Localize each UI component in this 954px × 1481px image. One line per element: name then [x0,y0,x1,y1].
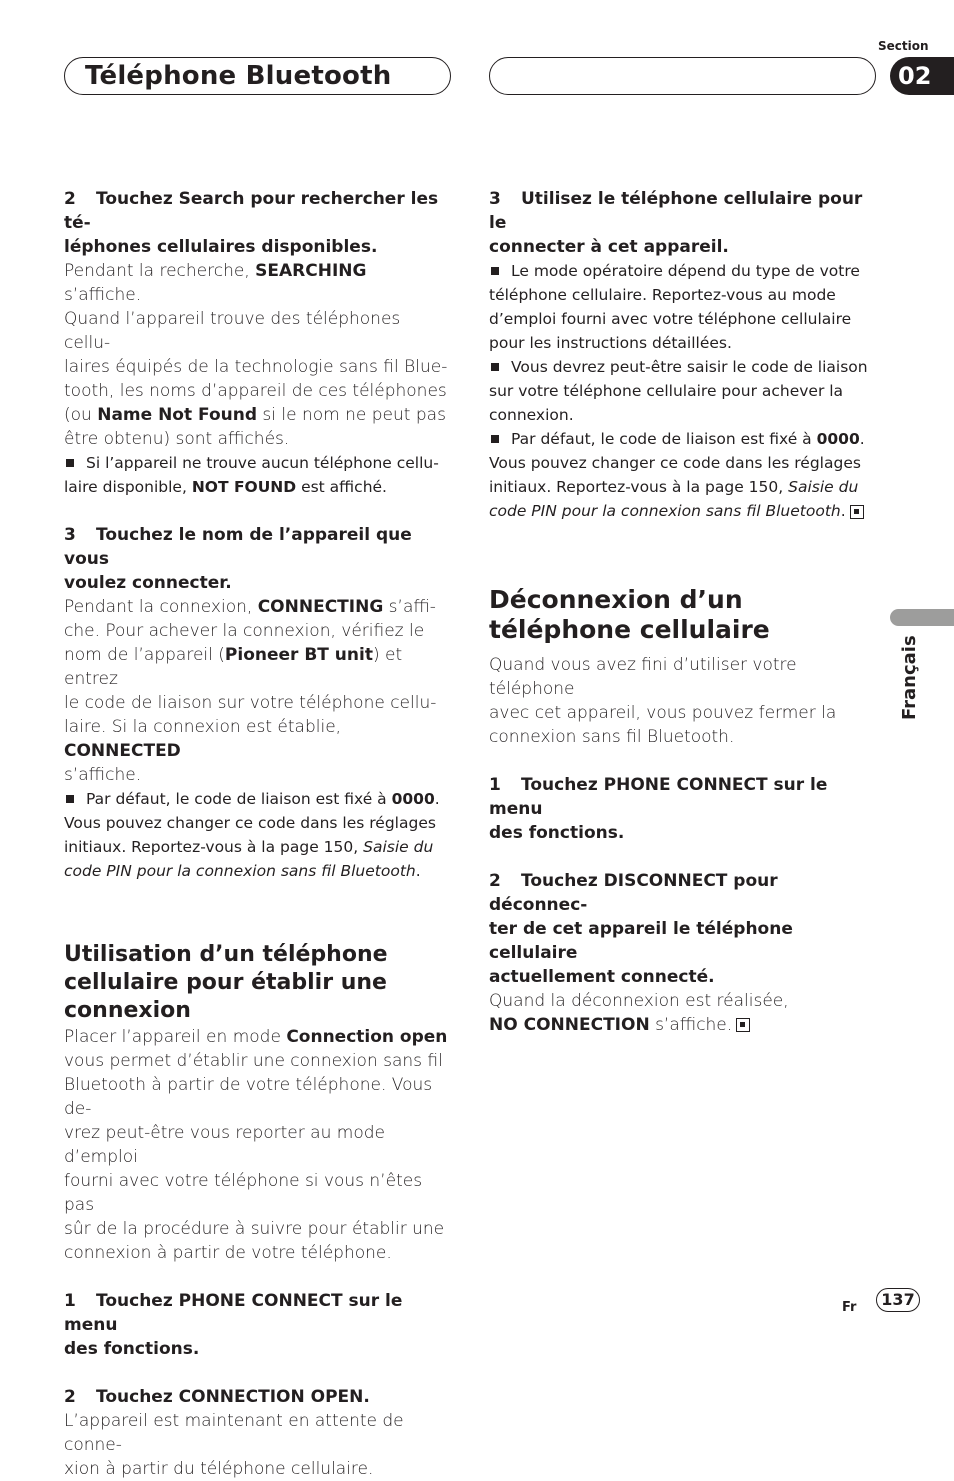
step-heading: 3 Utilisez le téléphone cellulaire pour le connecter à cet appareil. [489,189,863,257]
bullet-square-icon [66,459,74,467]
note: Par défaut, le code de liaison est fixé à 0000. Vous pouvez changer ce code dans les réglages initiaux. Reportez-vous à la page 150, Saisie du code PIN pour la connexion sans fil Bluetooth. [64,790,440,880]
page-title: Téléphone Bluetooth [85,61,392,91]
paragraph: Pendant la connexion, CONNECTING s’affi- che. Pour achever la connexion, vérifiez le nom de l’appareil (Pioneer BT unit) et entrez le code de liaison sur votre téléphone cellu- laire. Si la connexion est établie, CONNECTED s’affiche. [64,597,437,785]
section-heading: Utilisation d’un téléphone cellulaire pour établir une connexion [64,942,388,1023]
step-heading: 2 Touchez CONNECTION OPEN. [64,1387,370,1407]
page-number: 137 [876,1288,920,1312]
step-heading: 1 Touchez PHONE CONNECT sur le menu des fonctions. [489,775,828,843]
bullet-square-icon [491,435,499,443]
header-title-box [64,57,451,95]
paragraph: Quand vous avez fini d’utiliser votre téléphone avec cet appareil, vous pouvez fermer la connexion sans fil Bluetooth. [489,655,837,747]
paragraph: Pendant la recherche, SEARCHING s’affiche. Quand l’appareil trouve des téléphones cellu- laires équipés de la technologie sans fil Blue- tooth, les noms d’appareil de ces téléphones (ou Name Not Found si le nom ne peut pas être obtenu) sont affichés. [64,261,448,449]
step-heading: 3 Touchez le nom de l’appareil que vous voulez connecter. [64,525,412,593]
left-column [64,187,448,1481]
note: Si l’appareil ne trouve aucun téléphone cellu- laire disponible, NOT FOUND est affiché. [64,454,439,496]
note: Par défaut, le code de liaison est fixé à 0000. Vous pouvez changer ce code dans les réglages initiaux. Reportez-vous à la page 150, Saisie du code PIN pour la connexion sans fil Bluetooth. [489,430,865,520]
section-heading: Déconnexion d’un téléphone cellulaire [489,585,770,644]
header-empty-box [489,57,876,95]
step-heading: 1 Touchez PHONE CONNECT sur le menu des fonctions. [64,1291,403,1359]
section-number-badge: 02 [890,57,954,95]
paragraph: Quand la déconnexion est réalisée, NO CONNECTION s’affiche. [489,991,789,1035]
language-tab-marker [890,609,954,626]
paragraph: Placer l’appareil en mode Connection open vous permet d’établir une connexion sans fil Bluetooth à partir de votre téléphone. Vous de- vrez peut-être vous reporter au mode d’emploi fourni avec votre téléphone si vous n’êtes pas sûr de la procédure à suivre pour établir une connexion à partir de votre téléphone. [64,1027,448,1263]
section-label: Section [878,39,929,53]
step-heading: 2 Touchez Search pour rechercher les té- léphones cellulaires disponibles. [64,189,439,257]
end-of-section-icon [850,505,864,519]
step-heading: 2 Touchez DISCONNECT pour déconnec- ter de cet appareil le téléphone cellulaire actuellement connecté. [489,871,793,987]
bullet-square-icon [491,267,499,275]
language-tab-label: Français [899,635,920,720]
note: Vous devrez peut-être saisir le code de liaison sur votre téléphone cellulaire pour achever la connexion. [489,358,868,424]
right-column [489,187,873,1037]
footer-language-code: Fr [842,1300,857,1315]
end-of-section-icon [736,1018,750,1032]
paragraph: L’appareil est maintenant en attente de conne- xion à partir du téléphone cellulaire. [64,1411,404,1479]
note: Le mode opératoire dépend du type de votre téléphone cellulaire. Reportez-vous au mode d’emploi fourni avec votre téléphone cellulaire pour les instructions détaillées. [489,262,860,352]
bullet-square-icon [491,363,499,371]
bullet-square-icon [66,795,74,803]
